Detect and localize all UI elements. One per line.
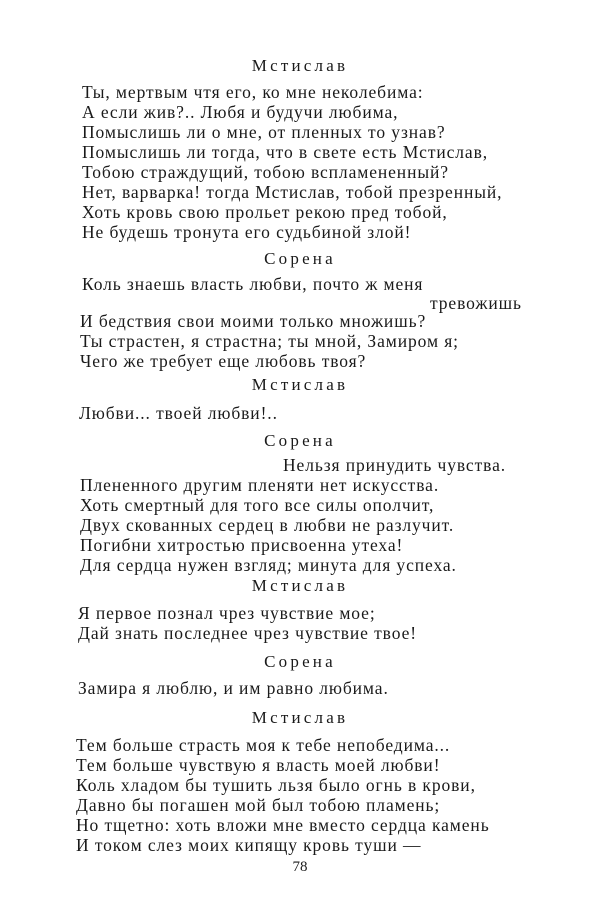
- verse-line-continuation: тревожишь: [430, 293, 522, 313]
- verse-line: Помыслишь ли о мне, от пленных то узнав?: [82, 122, 446, 142]
- verse-line: И током слез моих кипящу кровь туши —: [76, 835, 422, 855]
- verse-line: Хоть кровь свою прольет рекою пред тобой,: [82, 202, 448, 222]
- verse-line: Погибни хитростью присвоенна утеха!: [80, 535, 404, 555]
- verse-line: Чего же требует еще любовь твоя?: [80, 351, 367, 371]
- verse-line: Тем больше чувствую я власть моей любви!: [76, 755, 441, 775]
- verse-line: Замира я люблю, и им равно любима.: [78, 678, 389, 698]
- page-number: 78: [292, 859, 308, 875]
- verse-line: Я первое познал чрез чувствие мое;: [78, 603, 376, 623]
- verse-line: Хоть смертный для того все силы ополчит,: [80, 495, 435, 515]
- speaker-heading: Сорена: [264, 431, 336, 450]
- verse-line: Но тщетно: хоть вложи мне вместо сердца камень: [76, 815, 490, 835]
- verse-line: Плененного другим пленяти нет искусства.: [80, 475, 440, 495]
- verse-line: Любви... твоей любви!..: [79, 403, 278, 423]
- verse-line: Двух скованных сердец в любви не разлучит.: [80, 515, 455, 535]
- verse-line: Коль хладом бы тушить льзя было огнь в крови,: [76, 775, 476, 795]
- verse-line: Нет, варварка! тогда Мстислав, тобой презренный,: [82, 182, 503, 202]
- speaker-heading: Мстислав: [251, 56, 349, 75]
- verse-line: Тем больше страсть моя к тебе непобедима...: [76, 735, 451, 755]
- verse-line: Дай знать последнее чрез чувствие твое!: [78, 623, 417, 643]
- verse-line: И бедствия свои моими только множишь?: [80, 311, 427, 331]
- verse-line: Помыслишь ли тогда, что в свете есть Мстислав,: [82, 142, 489, 162]
- verse-line: Коль знаешь власть любви, почто ж меня: [82, 274, 424, 294]
- verse-line: Нельзя принудить чувства.: [283, 455, 507, 475]
- verse-line: Давно бы погашен мой был тобою пламень;: [76, 795, 441, 815]
- verse-line: Ты страстен, я страстна; ты мной, Замиром я;: [80, 331, 459, 351]
- verse-line: А если жив?.. Любя и будучи любима,: [82, 102, 399, 122]
- verse-line: Для сердца нужен взгляд; минута для успеха.: [80, 555, 457, 575]
- speaker-heading: Мстислав: [251, 576, 349, 595]
- verse-line: Ты, мертвым чтя его, ко мне неколебима:: [82, 82, 424, 102]
- speaker-heading: Мстислав: [251, 375, 349, 394]
- verse-line: Тобою страждущий, тобою вспламененный?: [82, 162, 449, 182]
- speaker-heading: Мстислав: [251, 708, 349, 727]
- speaker-heading: Сорена: [264, 249, 336, 268]
- speaker-heading: Сорена: [264, 652, 336, 671]
- verse-line: Не будешь тронута его судьбиной злой!: [82, 222, 412, 242]
